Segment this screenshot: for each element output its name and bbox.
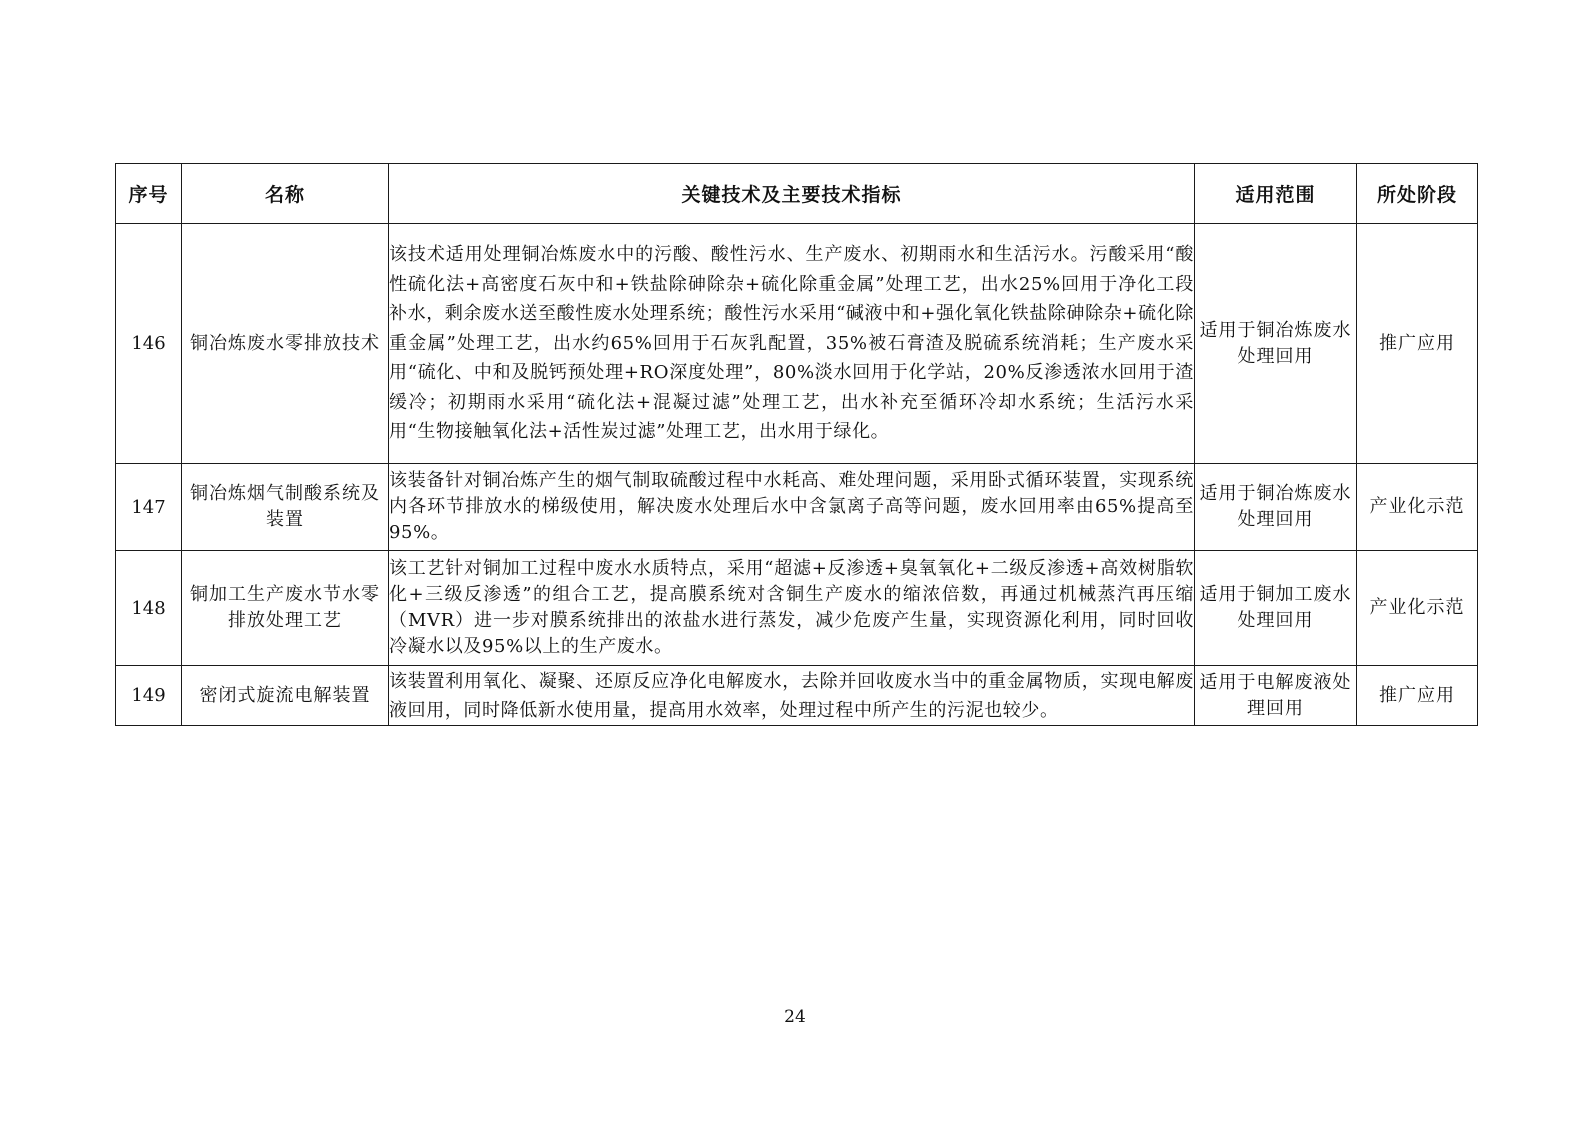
cell-scope: 适用于铜冶炼废水处理回用	[1195, 464, 1357, 551]
cell-name: 铜冶炼废水零排放技术	[182, 224, 389, 464]
cell-stage: 产业化示范	[1357, 551, 1478, 666]
header-desc: 关键技术及主要技术指标	[389, 164, 1195, 224]
table-row	[116, 666, 1478, 726]
table-row	[116, 224, 1478, 464]
header-stage: 所处阶段	[1357, 164, 1478, 224]
cell-no: 148	[116, 551, 182, 666]
cell-name: 铜加工生产废水节水零排放处理工艺	[182, 551, 389, 666]
table-row	[116, 464, 1478, 551]
cell-desc: 该装置利用氧化、凝聚、还原反应净化电解废水，去除并回收废水当中的重金属物质，实现电解废液回用，同时降低新水使用量，提高用水效率，处理过程中所产生的污泥也较少。	[389, 666, 1195, 726]
cell-no: 146	[116, 224, 182, 464]
cell-desc: 该技术适用处理铜冶炼废水中的污酸、酸性污水、生产废水、初期雨水和生活污水。污酸采用“酸性硫化法+高密度石灰中和+铁盐除砷除杂+硫化除重金属”处理工艺，出水25%回用于净化工段补水，剩余废水送至酸性废水处理系统；酸性污水采用“碱液中和+强化氧化铁盐除砷除杂+硫化除重金属”处理工艺，出水约65%回用于石灰乳配置，35%被石膏渣及脱硫系统消耗；生产废水采用“硫化、中和及脱钙预处理+RO深度处理”，80%淡水回用于化学站，20%反渗透浓水回用于渣缓冷；初期雨水采用“硫化法+混凝过滤”处理工艺，出水补充至循环冷却水系统；生活污水采用“生物接触氧化法+活性炭过滤”处理工艺，出水用于绿化。	[389, 224, 1195, 464]
cell-scope: 适用于电解废液处理回用	[1195, 666, 1357, 726]
header-no: 序号	[116, 164, 182, 224]
cell-scope: 适用于铜加工废水处理回用	[1195, 551, 1357, 666]
technology-table	[115, 163, 1478, 726]
cell-name: 密闭式旋流电解装置	[182, 666, 389, 726]
cell-desc: 该装备针对铜冶炼产生的烟气制取硫酸过程中水耗高、难处理问题，采用卧式循环装置，实现系统内各环节排放水的梯级使用，解决废水处理后水中含氯离子高等问题，废水回用率由65%提高至95%。	[389, 464, 1195, 551]
header-name: 名称	[182, 164, 389, 224]
cell-desc: 该工艺针对铜加工过程中废水水质特点，采用“超滤+反渗透+臭氧氧化+二级反渗透+高效树脂软化+三级反渗透”的组合工艺，提高膜系统对含铜生产废水的缩浓倍数，再通过机械蒸汽再压缩（MVR）进一步对膜系统排出的浓盐水进行蒸发，减少危废产生量，实现资源化利用，同时回收冷凝水以及95%以上的生产废水。	[389, 551, 1195, 666]
cell-stage: 推广应用	[1357, 224, 1478, 464]
table-row	[116, 551, 1478, 666]
header-scope: 适用范围	[1195, 164, 1357, 224]
table-header-row	[116, 164, 1478, 224]
cell-name: 铜冶炼烟气制酸系统及装置	[182, 464, 389, 551]
cell-scope: 适用于铜冶炼废水处理回用	[1195, 224, 1357, 464]
cell-no: 149	[116, 666, 182, 726]
page-number: 24	[784, 1007, 806, 1027]
cell-stage: 产业化示范	[1357, 464, 1478, 551]
cell-no: 147	[116, 464, 182, 551]
cell-stage: 推广应用	[1357, 666, 1478, 726]
